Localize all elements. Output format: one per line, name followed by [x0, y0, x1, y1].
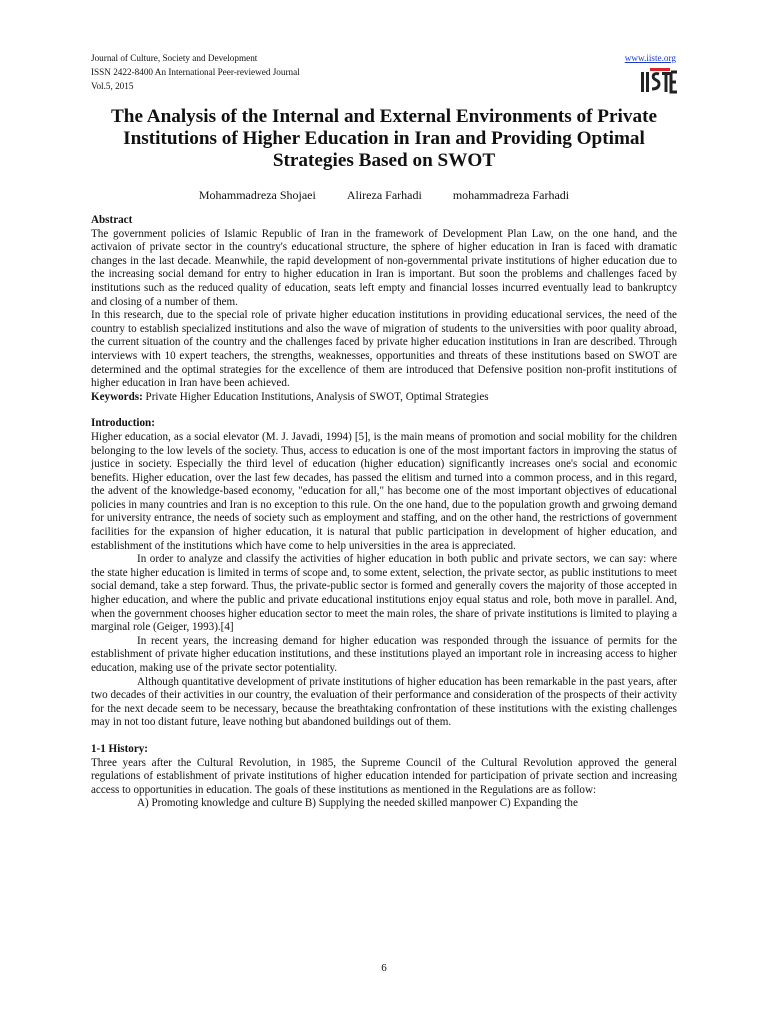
keywords-text: Private Higher Education Institutions, Analysis of SWOT, Optimal Strategies: [142, 390, 489, 403]
journal-name: Journal of Culture, Society and Development: [91, 53, 258, 63]
keywords-line: [91, 391, 677, 405]
history-goals-list: A) Promoting knowledge and culture B) Supplying the needed skilled manpower C) Expanding the: [137, 797, 578, 810]
intro-paragraph: In recent years, the increasing demand for higher education was responded through the issuance of permits for the establishment of private higher education institutions, and these institutions played an important role in increasing access to higher education, making use of the private sector potentiality.: [91, 634, 677, 674]
journal-issn: ISSN 2422-8400 An International Peer-reviewed Journal: [91, 67, 300, 77]
intro-paragraph: Although quantitative development of private institutions of higher education has been remarkable in the past years, after two decades of their activities in our country, the evaluation of their performance and consideration of the prospects of their activity for the next decade seem to be necessary, because the breathtaking confrontation of these institutions with the existing challenges may in not too distant future, leave nothing but abandoned buildings out of them.: [91, 675, 677, 729]
intro-paragraph: In order to analyze and classify the activities of higher education in both public and private sectors, we can say: where the state higher education is limited in terms of scope and, to some extent, selection, the private sector, as public institutions to meet social demand, take a step forward. Thus, the private-public sector is formed and generally covers the majority of those accepted in higher education, and where the public and private educational institutions enjoy equal status and role, both move in parallel. And, when the government chooses higher education sector to meet the main roles, the share of private institutions is limited to playing a marginal role (Geiger, 1993).[4]: [91, 553, 677, 634]
abstract-heading: Abstract: [91, 214, 133, 226]
paper-title: The Analysis of the Internal and External Environments of Private Institutions of Higher Education in Iran and Providing Optimal Strategies Based on SWOT: [111, 106, 657, 171]
author-list: [91, 188, 677, 203]
author-name: Mohammadreza Shojaei: [198, 188, 316, 202]
journal-header: [91, 51, 681, 93]
keywords-label: Keywords:: [91, 390, 143, 403]
author-name: mohammadreza Farhadi: [452, 188, 570, 202]
journal-volume: Vol.5, 2015: [91, 81, 134, 91]
paper-body: [91, 214, 677, 811]
journal-url-link[interactable]: www.iiste.org: [624, 53, 676, 63]
page-number: 6: [381, 962, 387, 974]
abstract-paragraph: In this research, due to the special role of private higher education institutions in providing educational services, the need of the country to establish specialized institutions and also the wave of migration of students to the universities with poor quality abroad, the current situation of the country and the challenges faced by private higher education institutions in Iran are described. Through interviews with 10 expert teachers, the strengths, weaknesses, opportunities and threats of these institutions based on SWOT are determined and the optimal strategies for the excellence of them are introduced that Defensive position non-profit institutions of higher education in Iran have been achieved.: [91, 309, 677, 390]
history-paragraph: Three years after the Cultural Revolution, in 1985, the Supreme Council of the Cultural Revolution approved the general regulations of establishment of private institutions of higher education intended for participation of private section and increasing access to opportunities in education. The goals of these institutions as mentioned in the Regulations are as follow:: [91, 756, 677, 796]
history-heading: 1-1 History:: [91, 742, 148, 755]
introduction-heading: Introduction:: [91, 417, 155, 430]
intro-paragraph: Higher education, as a social elevator (M. J. Javadi, 1994) [5], is the main means of promotion and social mobility for the children belonging to the low levels of the society. Thus, access to education is one of the most important factors in improving the status of justice in society. Especially the third level of education (higher education) significantly increases one's social and economic benefits. Higher education, over the last few decades, has passed the elitism and turned into a common process, and in this regard, the advent of the knowledge-based economy, "education for all," has become one of the most important objectives of educational policies in many countries and Iran is no exception to this rule. On the one hand, due to the population growth and grwoing demand for university entrance, the needs of society such as employment and staffing, and on the other hand, the restrictions of government facilities for the expansion of higher education, it is natural that public participation in development of higher education, and establishment of the institutions which have come to help universities in the area is appreciated.: [91, 430, 677, 552]
author-name: Alireza Farhadi: [346, 188, 422, 202]
iiste-logo: [640, 68, 678, 96]
abstract-paragraph: The government policies of Islamic Republic of Iran in the framework of Development Plan Law, on the one hand, and the activaion of private sector in the country's educational structure, the sphere of higher education in Iran is faced with dramatic changes in the last decade. Meanwhile, the rapid development of non-governmental private institutions of higher education due to the increasing social demand for entry to higher education in Iran is important. But soon the problems and challenges faced by institutions such as the reduced quality of education, seats left empty and financial losses incurred eventually lead to bankruptcy and closing of a number of them.: [91, 227, 677, 308]
